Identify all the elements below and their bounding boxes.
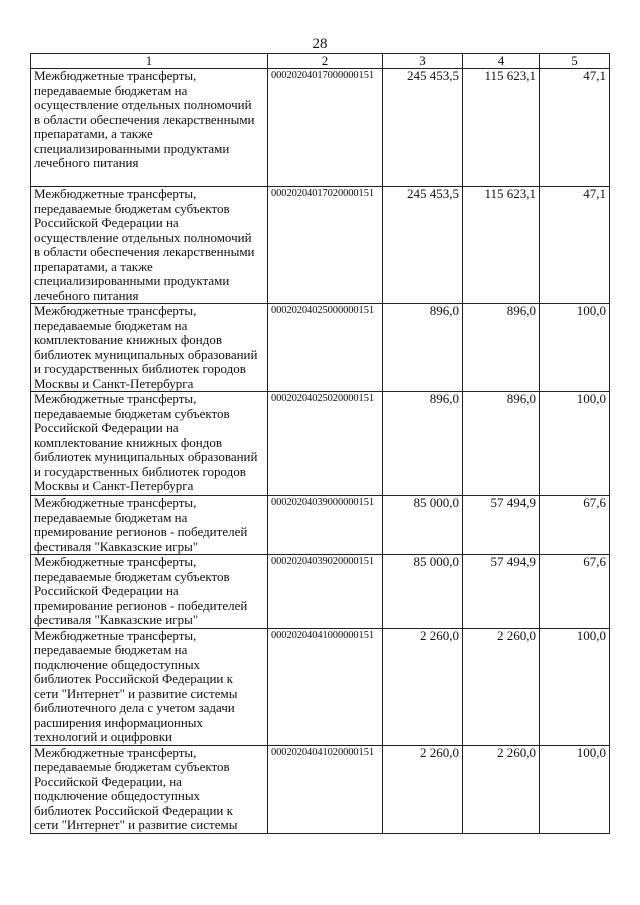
description-line: Межбюджетные трансферты, xyxy=(34,186,197,201)
description-line: Москвы и Санкт-Петербурга xyxy=(34,375,194,391)
description-line: расширения информационных xyxy=(34,714,204,730)
budget-table xyxy=(30,53,610,834)
table-body xyxy=(31,69,610,834)
description-line: премирование регионов - победителей xyxy=(34,524,248,539)
description-line: Российской Федерации на xyxy=(34,583,179,598)
description-line: лечебного питания xyxy=(34,287,139,303)
description-line: комплектование книжных фондов xyxy=(34,434,222,450)
row-budget-code: 00020204039020000151 xyxy=(268,555,383,629)
description-line: Межбюджетные трансферты, xyxy=(34,627,197,643)
description-line: лечебного питания xyxy=(34,155,139,170)
row-value-col5: 47,1 xyxy=(540,69,610,187)
row-value-col3: 2 260,0 xyxy=(383,745,463,833)
description-line: библиотек Российской Федерации к xyxy=(34,802,233,818)
row-budget-code: 00020204039000000151 xyxy=(268,496,383,555)
row-description xyxy=(31,745,268,833)
description-line: осуществление отдельных полномочий xyxy=(34,97,252,112)
description-line: и государственных библиотек городов xyxy=(34,361,246,376)
description-line: препаратами, а также xyxy=(34,258,153,274)
row-description xyxy=(31,304,268,392)
description-line: Межбюджетные трансферты, xyxy=(34,495,197,510)
row-value-col5: 100,0 xyxy=(540,745,610,833)
description-line: передаваемые бюджетам субъектов xyxy=(34,568,230,584)
description-line: библиотечного дела с учетом задачи xyxy=(34,700,235,715)
row-description xyxy=(31,555,268,629)
description-line: и государственных библиотек городов xyxy=(34,463,246,479)
row-value-col4: 896,0 xyxy=(463,304,540,392)
table-row xyxy=(31,187,610,304)
row-value-col3: 2 260,0 xyxy=(383,628,463,745)
row-value-col3: 245 453,5 xyxy=(383,69,463,187)
table-header-row xyxy=(31,54,610,69)
column-header-5: 5 xyxy=(540,54,610,69)
description-line: передаваемые бюджетам на xyxy=(34,317,188,333)
description-line: Межбюджетные трансферты, xyxy=(34,744,197,760)
description-line: Межбюджетные трансферты, xyxy=(34,554,197,569)
row-value-col4: 115 623,1 xyxy=(463,69,540,187)
description-line: в области обеспечения лекарственными xyxy=(34,244,255,259)
description-line: фестиваля "Кавказские игры" xyxy=(34,612,199,627)
row-value-col5: 100,0 xyxy=(540,628,610,745)
description-line: передаваемые бюджетам на xyxy=(34,642,188,657)
description-line: передаваемые бюджетам субъектов xyxy=(34,405,230,421)
description-line: Межбюджетные трансферты, xyxy=(34,68,197,83)
row-value-col4: 2 260,0 xyxy=(463,628,540,745)
description-line: передаваемые бюджетам субъектов xyxy=(34,200,230,216)
column-header-2: 2 xyxy=(268,54,383,69)
description-line: подключение общедоступных xyxy=(34,788,201,803)
description-line: передаваемые бюджетам на xyxy=(34,509,188,525)
table-row xyxy=(31,628,610,745)
description-line: Российской Федерации, на xyxy=(34,773,182,789)
description-line: сети "Интернет" и развитие системы xyxy=(34,817,238,832)
row-budget-code: 00020204017020000151 xyxy=(268,187,383,304)
row-value-col3: 896,0 xyxy=(383,392,463,496)
row-description xyxy=(31,187,268,304)
row-budget-code: 00020204025020000151 xyxy=(268,392,383,496)
row-value-col5: 100,0 xyxy=(540,392,610,496)
description-line: осуществление отдельных полномочий xyxy=(34,229,252,245)
column-header-1: 1 xyxy=(31,54,268,69)
row-description xyxy=(31,69,268,187)
description-line: библиотек муниципальных образований xyxy=(34,449,258,464)
description-line: передаваемые бюджетам на xyxy=(34,82,188,98)
row-value-col3: 245 453,5 xyxy=(383,187,463,304)
table-row xyxy=(31,392,610,496)
row-budget-code: 00020204041020000151 xyxy=(268,745,383,833)
row-value-col4: 896,0 xyxy=(463,392,540,496)
description-line: специализированными продуктами xyxy=(34,140,230,156)
description-line: подключение общедоступных xyxy=(34,656,201,672)
row-description xyxy=(31,392,268,496)
description-line: Москвы и Санкт-Петербурга xyxy=(34,478,194,493)
description-line: специализированными продуктами xyxy=(34,273,230,288)
table-row xyxy=(31,745,610,833)
row-value-col4: 2 260,0 xyxy=(463,745,540,833)
description-line: комплектование книжных фондов xyxy=(34,332,222,347)
description-line: Межбюджетные трансферты, xyxy=(34,303,197,318)
row-value-col5: 67,6 xyxy=(540,555,610,629)
column-header-4: 4 xyxy=(463,54,540,69)
description-line: премирование регионов - победителей xyxy=(34,597,248,613)
row-value-col3: 896,0 xyxy=(383,304,463,392)
table-row xyxy=(31,304,610,392)
column-header-3: 3 xyxy=(383,54,463,69)
description-line: сети "Интернет" и развитие системы xyxy=(34,685,238,701)
page-number: 28 xyxy=(312,36,328,52)
row-value-col5: 47,1 xyxy=(540,187,610,304)
table-row xyxy=(31,69,610,187)
row-budget-code: 00020204041000000151 xyxy=(268,628,383,745)
table-row xyxy=(31,555,610,629)
row-value-col4: 57 494,9 xyxy=(463,496,540,555)
description-line: фестиваля "Кавказские игры" xyxy=(34,538,199,554)
row-value-col5: 100,0 xyxy=(540,304,610,392)
description-line: передаваемые бюджетам субъектов xyxy=(34,759,230,774)
row-value-col3: 85 000,0 xyxy=(383,555,463,629)
row-description xyxy=(31,628,268,745)
description-line: Российской Федерации на xyxy=(34,215,179,230)
row-value-col4: 57 494,9 xyxy=(463,555,540,629)
row-budget-code: 00020204017000000151 xyxy=(268,69,383,187)
description-line: технологий и оцифровки xyxy=(34,729,173,744)
row-value-col4: 115 623,1 xyxy=(463,187,540,304)
description-line: библиотек Российской Федерации к xyxy=(34,671,233,686)
table-row xyxy=(31,496,610,555)
description-line: Межбюджетные трансферты, xyxy=(34,391,197,406)
row-budget-code: 00020204025000000151 xyxy=(268,304,383,392)
description-line: библиотек муниципальных образований xyxy=(34,346,258,362)
row-value-col5: 67,6 xyxy=(540,496,610,555)
row-value-col3: 85 000,0 xyxy=(383,496,463,555)
description-line: препаратами, а также xyxy=(34,126,153,141)
description-line: Российской Федерации на xyxy=(34,420,179,435)
row-description xyxy=(31,496,268,555)
description-line: в области обеспечения лекарственными xyxy=(34,111,255,127)
